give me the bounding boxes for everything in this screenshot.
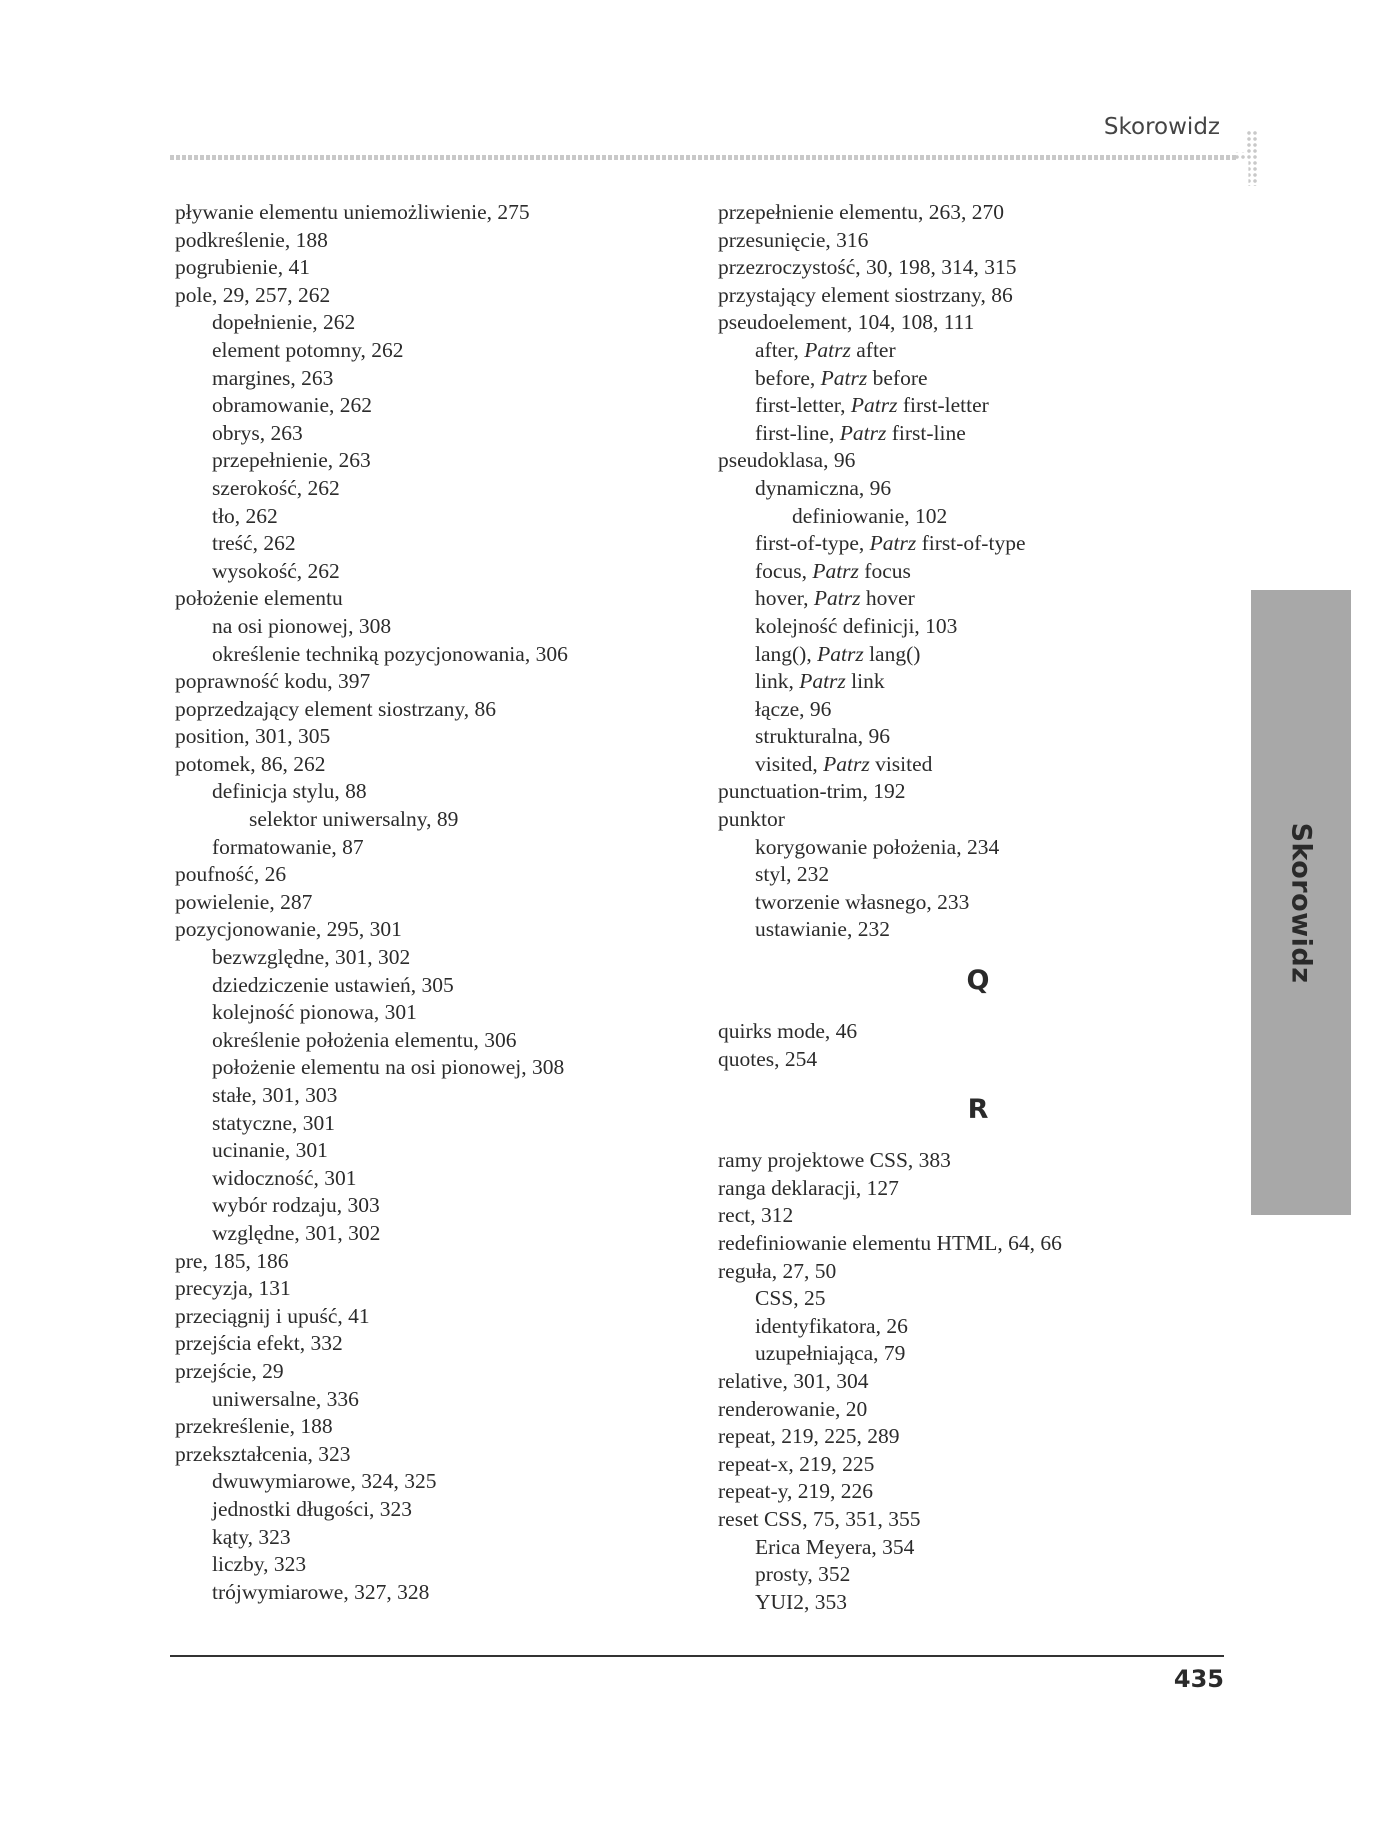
see-target: first-line: [886, 420, 966, 445]
index-subentry: przepełnienie, 263: [212, 448, 371, 473]
see-target: hover: [860, 586, 915, 611]
index-subentry: widoczność, 301: [212, 1165, 357, 1190]
index-subentry: prosty, 352: [755, 1562, 851, 1587]
index-subentry: [718, 365, 1238, 393]
see-target: lang(): [863, 641, 921, 666]
index-entry: pływanie elementu uniemożliwienie, 275: [175, 200, 530, 224]
index-entry: ranga deklaracji, 127: [718, 1175, 899, 1200]
index-subentry: dopełnienie, 262: [212, 310, 356, 335]
index-subentry: uniwersalne, 336: [212, 1386, 359, 1411]
see-target: first-letter: [897, 393, 989, 418]
index-entry: przekreślenie, 188: [175, 1414, 333, 1439]
index-entry: punktor: [718, 807, 785, 832]
index-subentry: margines, 263: [212, 365, 334, 390]
index-entry: renderowanie, 20: [718, 1396, 868, 1421]
entry-term: visited,: [755, 751, 824, 776]
index-entry: położenie elementu: [175, 586, 343, 611]
index-subentry: obramowanie, 262: [212, 393, 373, 418]
index-subentry: dziedziczenie ustawień, 305: [212, 972, 454, 997]
index-subentry: identyfikatora, 26: [755, 1313, 908, 1338]
index-entry: pseudoklasa, 96: [718, 448, 856, 473]
see-target: after: [850, 337, 896, 362]
index-subentry: kąty, 323: [212, 1524, 291, 1549]
index-entry: przystający element siostrzany, 86: [718, 282, 1013, 307]
index-entry: punctuation-trim, 192: [718, 779, 906, 804]
index-subentry: szerokość, 262: [212, 475, 340, 500]
index-entry: relative, 301, 304: [718, 1368, 869, 1393]
entry-term: focus,: [755, 558, 813, 583]
index-subentry: [718, 668, 1238, 696]
index-subentry: [718, 558, 1238, 586]
index-subentry: położenie elementu na osi pionowej, 308: [212, 1055, 565, 1080]
see-reference: Patrz: [812, 558, 859, 583]
index-entry: poufność, 26: [175, 862, 287, 887]
index-subentry: YUI2, 353: [755, 1589, 847, 1614]
index-entry: przeciągnij i upuść, 41: [175, 1303, 370, 1328]
index-entry: precyzja, 131: [175, 1276, 291, 1301]
index-subentry: Erica Meyera, 354: [755, 1534, 915, 1559]
index-subentry: element potomny, 262: [212, 337, 404, 362]
entry-term: link,: [755, 669, 800, 694]
entry-term: lang(),: [755, 641, 818, 666]
index-entry: repeat-x, 219, 225: [718, 1451, 875, 1476]
index-subentry: [718, 585, 1238, 613]
index-subentry: określenie położenia elementu, 306: [212, 1027, 517, 1052]
index-subentry: dynamiczna, 96: [755, 475, 892, 500]
index-subentry: tworzenie własnego, 233: [755, 889, 970, 914]
index-subentry: kolejność pionowa, 301: [212, 1000, 417, 1025]
index-subentry: kolejność definicji, 103: [755, 613, 958, 638]
index-entry: rect, 312: [718, 1203, 794, 1228]
see-target: focus: [858, 558, 911, 583]
index-subentry: [718, 641, 1238, 669]
entry-term: first-of-type,: [755, 531, 870, 556]
entry-term: after,: [755, 337, 805, 362]
index-entry: przekształcenia, 323: [175, 1441, 351, 1466]
index-entry: przejścia efekt, 332: [175, 1331, 343, 1356]
see-reference: Patrz: [817, 641, 864, 666]
index-entry: przesunięcie, 316: [718, 227, 869, 252]
see-target: link: [845, 669, 885, 694]
header-corner-ornament: [1234, 130, 1258, 186]
index-subentry: wysokość, 262: [212, 558, 340, 583]
index-subentry: [718, 392, 1238, 420]
page-number: 435: [1173, 1665, 1224, 1693]
index-subentry: korygowanie położenia, 234: [755, 834, 1000, 859]
see-reference: Patrz: [869, 531, 917, 556]
index-entry: przejście, 29: [175, 1358, 284, 1383]
header-dotted-rule: [170, 155, 1236, 160]
index-subentry: wybór rodzaju, 303: [212, 1193, 380, 1218]
see-target: before: [867, 365, 928, 390]
see-reference: Patrz: [839, 420, 887, 445]
index-subentry: strukturalna, 96: [755, 724, 890, 749]
index-entry: position, 301, 305: [175, 724, 331, 749]
index-subentry: stałe, 301, 303: [212, 1083, 338, 1107]
index-entry: quirks mode, 46: [718, 1019, 858, 1044]
index-subentry: treść, 262: [212, 531, 296, 556]
entry-term: before,: [755, 365, 821, 390]
index-entry: reguła, 27, 50: [718, 1258, 837, 1283]
index-subentry: CSS, 25: [755, 1286, 826, 1311]
index-subentry: tło, 262: [212, 503, 278, 528]
index-subentry: obrys, 263: [212, 420, 303, 445]
index-subentry: uzupełniająca, 79: [755, 1341, 906, 1366]
running-head-title: Skorowidz: [1103, 114, 1220, 140]
index-subentry: formatowanie, 87: [212, 834, 364, 859]
see-reference: Patrz: [799, 669, 846, 694]
index-subentry: styl, 232: [755, 862, 830, 887]
index-subentry: ustawianie, 232: [755, 917, 890, 942]
index-entry: podkreślenie, 188: [175, 227, 328, 252]
index-letter-heading: Q: [966, 965, 990, 997]
see-reference: Patrz: [813, 586, 861, 611]
see-reference: Patrz: [850, 393, 898, 418]
index-subentry: [718, 751, 1238, 779]
index-subentry: względne, 301, 302: [212, 1220, 381, 1245]
index-entry: przepełnienie elementu, 263, 270: [718, 200, 1004, 224]
entry-term: hover,: [755, 586, 814, 611]
index-subentry: określenie techniką pozycjonowania, 306: [212, 641, 568, 666]
see-target: visited: [869, 751, 933, 776]
entry-term: first-line,: [755, 420, 840, 445]
index-subentry: jednostki długości, 323: [212, 1496, 413, 1521]
index-subentry: statyczne, 301: [212, 1110, 335, 1135]
index-entry: repeat, 219, 225, 289: [718, 1424, 900, 1449]
index-entry: reset CSS, 75, 351, 355: [718, 1506, 921, 1531]
index-subentry: liczby, 323: [212, 1552, 307, 1577]
index-entry: pole, 29, 257, 262: [175, 282, 331, 307]
index-subentry: ucinanie, 301: [212, 1138, 328, 1163]
index-subentry: [718, 337, 1238, 365]
index-entry: pogrubienie, 41: [175, 255, 310, 280]
index-entry: quotes, 254: [718, 1046, 818, 1071]
index-subentry: łącze, 96: [755, 696, 832, 721]
entry-term: first-letter,: [755, 393, 851, 418]
index-entry: repeat-y, 219, 226: [718, 1479, 874, 1504]
index-entry: pre, 185, 186: [175, 1248, 289, 1273]
index-letter-heading: R: [967, 1094, 989, 1126]
index-subentry: bezwzględne, 301, 302: [212, 945, 411, 970]
index-subentry: definicja stylu, 88: [212, 779, 367, 804]
index-entry: pozycjonowanie, 295, 301: [175, 917, 402, 942]
index-entry: ramy projektowe CSS, 383: [718, 1148, 951, 1173]
index-subentry: [718, 530, 1238, 558]
index-subentry: na osi pionowej, 308: [212, 613, 392, 638]
index-entry: pseudoelement, 104, 108, 111: [718, 310, 975, 335]
index-entry: poprawność kodu, 397: [175, 669, 371, 694]
index-subentry: [718, 420, 1238, 448]
index-entry: potomek, 86, 262: [175, 751, 326, 776]
index-column-right: [718, 199, 1238, 1616]
see-reference: Patrz: [804, 337, 851, 362]
index-entry: powielenie, 287: [175, 889, 313, 914]
index-subentry: definiowanie, 102: [792, 503, 948, 528]
side-tab-label: Skorowidz: [1285, 822, 1317, 983]
index-entry: poprzedzający element siostrzany, 86: [175, 696, 496, 721]
see-reference: Patrz: [820, 365, 868, 390]
index-column-left: [175, 199, 695, 1606]
index-subentry: selektor uniwersalny, 89: [249, 807, 459, 832]
index-subentry: trójwymiarowe, 327, 328: [212, 1579, 430, 1604]
index-subentry: dwuwymiarowe, 324, 325: [212, 1469, 437, 1494]
index-entry: przezroczystość, 30, 198, 314, 315: [718, 255, 1017, 280]
footer-rule: [170, 1655, 1224, 1657]
section-side-tab: [1251, 590, 1351, 1215]
see-target: first-of-type: [916, 531, 1026, 556]
see-reference: Patrz: [823, 751, 870, 776]
index-entry: redefiniowanie elementu HTML, 64, 66: [718, 1231, 1062, 1255]
